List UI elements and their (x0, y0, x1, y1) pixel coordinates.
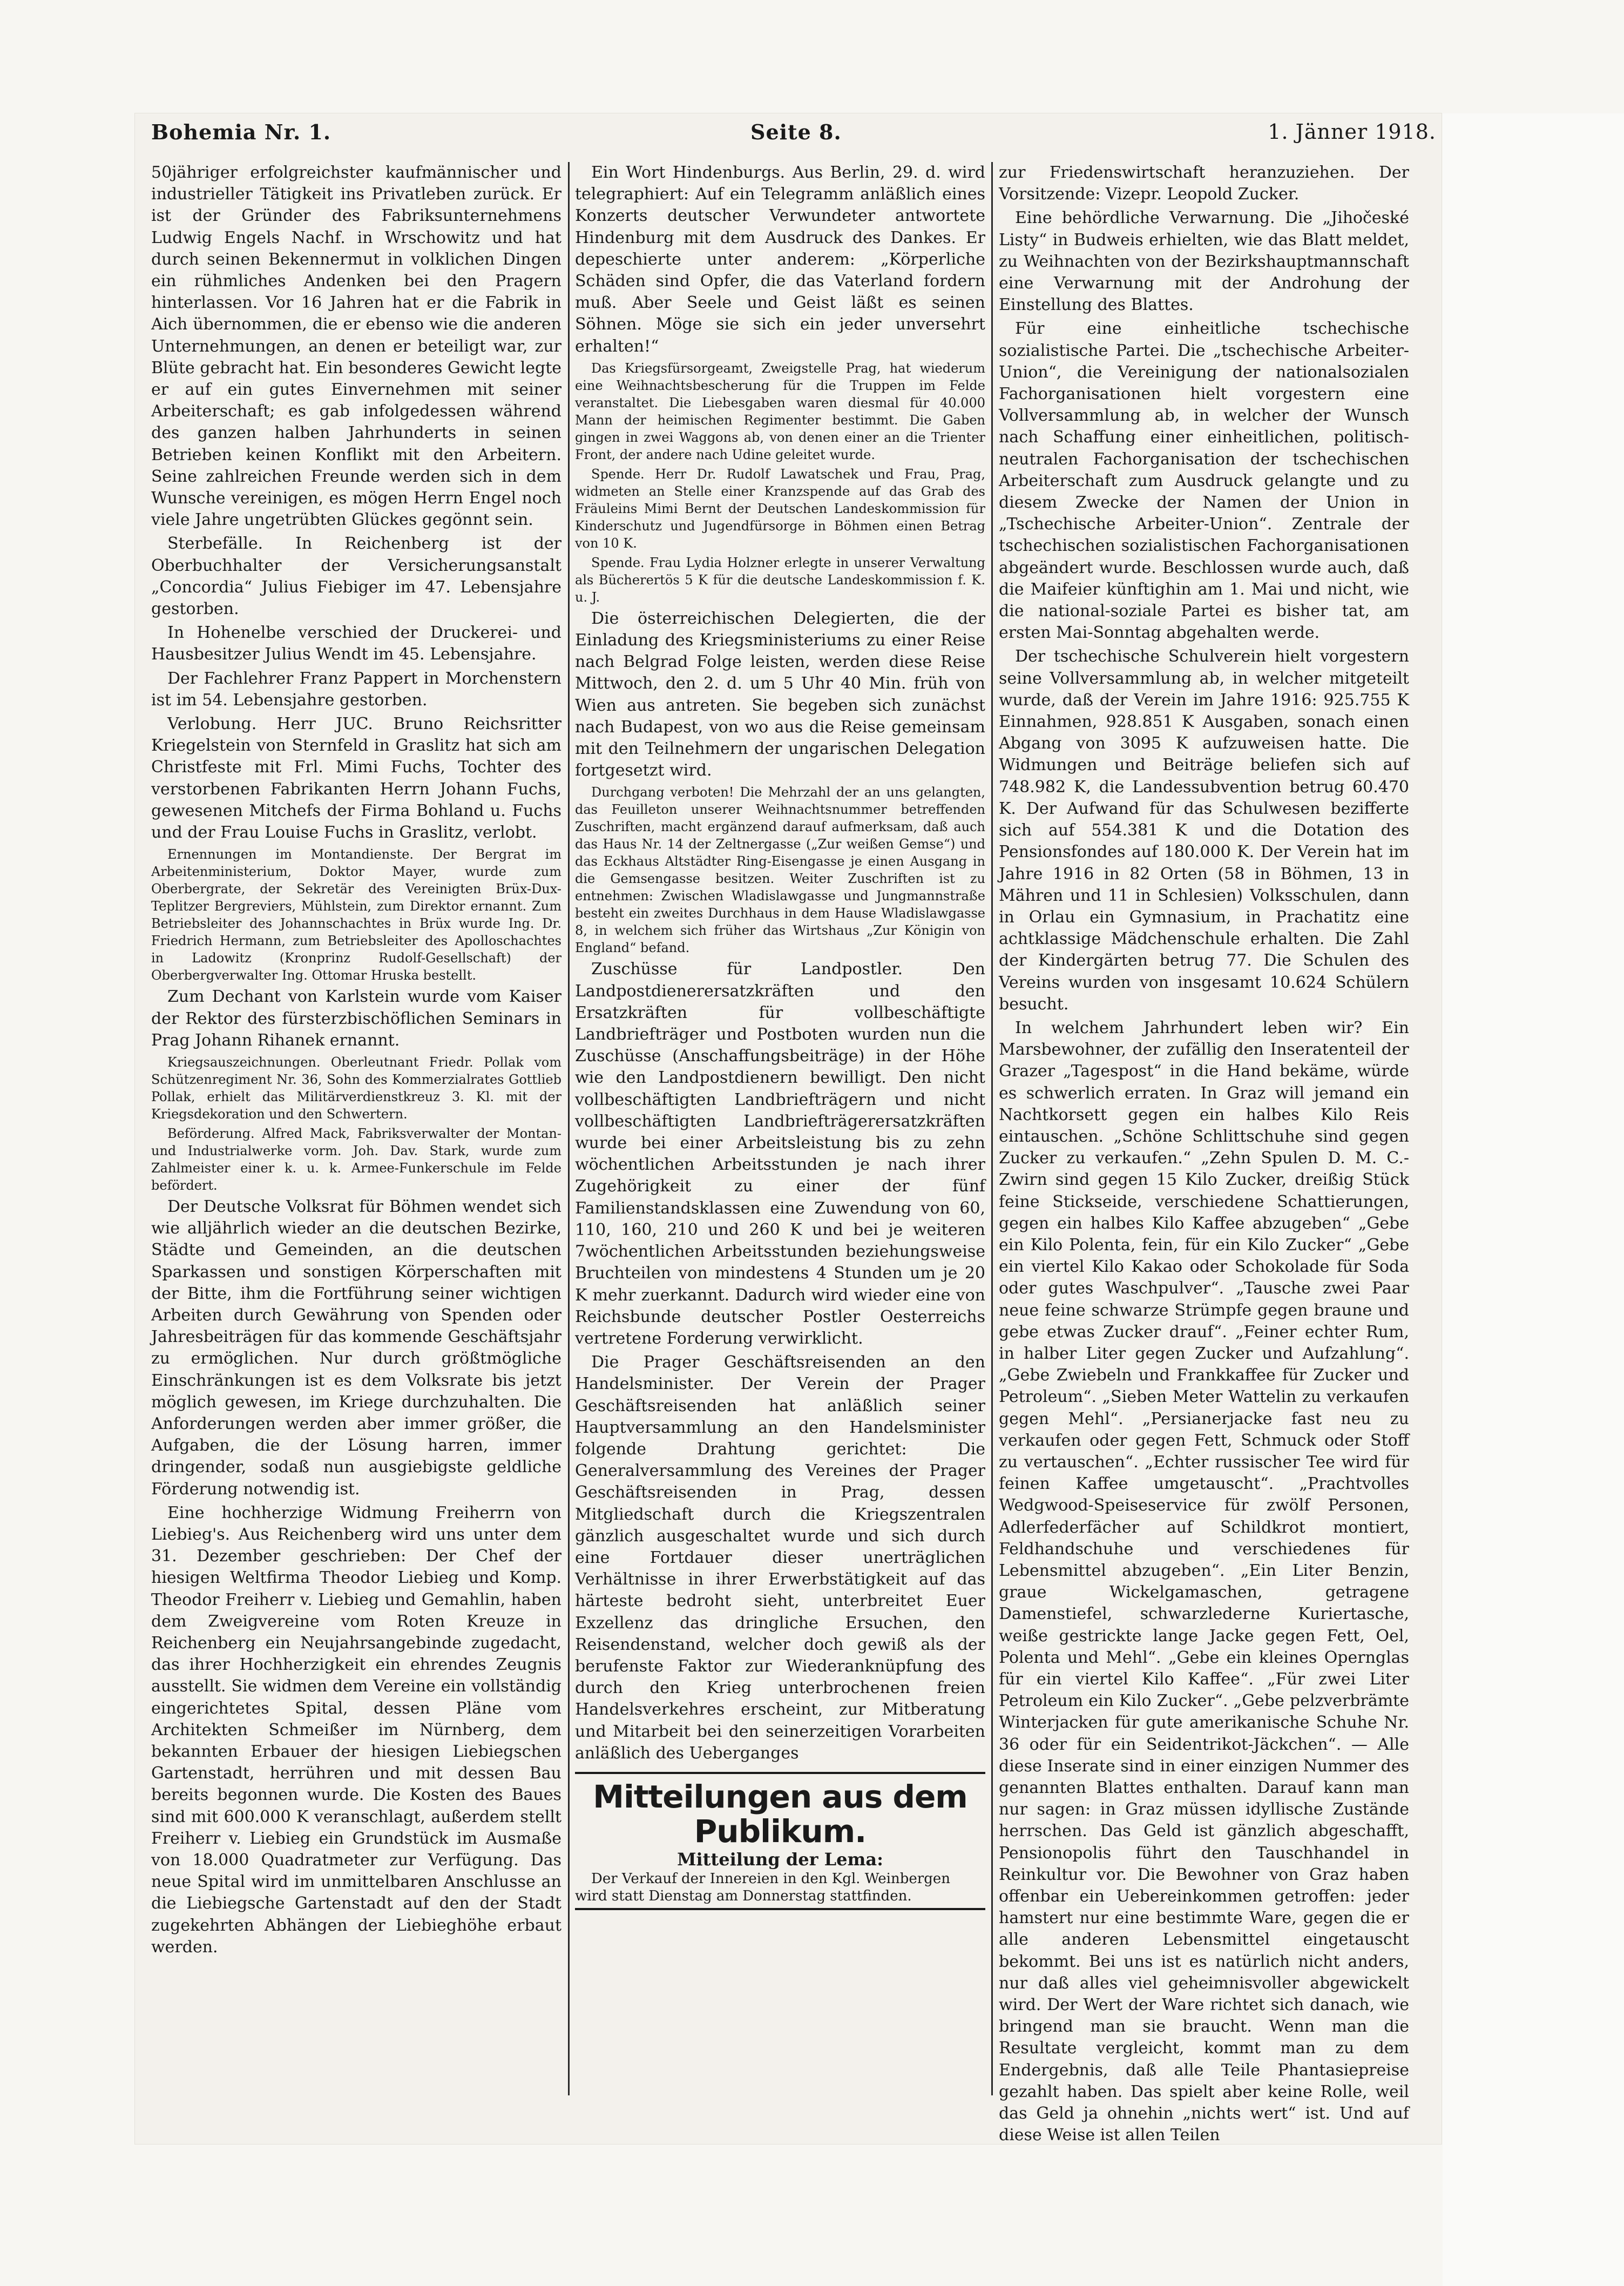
article-paragraph: Der Deutsche Volksrat für Böhmen wendet sich wie alljährlich wieder an die deutschen Bezirke, Städte und Gemeinden, an die deutschen Sparkassen und sonstigen Körperschaften mit der Bitte, ihm die Fortführung seiner wichtigen Arbeiten durch Gewährung von Spenden oder Jahresbeiträgen für das kommende Geschäftsjahr zu ermöglichen. Nur durch größtmögliche Einschränkungen ist es dem Volksrate bis jetzt möglich gewesen, im Kriege durchzuhalten. Die Anforderungen werden aber immer größer, die Aufgaben, die der Lösung harren, immer dringender, sodaß nun ausgiebigste geldliche Förderung notwendig ist. (151, 1197, 561, 1499)
column-3 (999, 162, 1409, 2145)
article-paragraph: Für eine einheitliche tschechische sozialistische Partei. Die „tschechische Arbeiter-Union“, die Vereinigung der nationalsozialen Fachorganisationen hielt vorgestern eine Vollversammlung ab, in welcher der Wunsch nach Schaffung einer einheitlichen, politisch-neutralen Fachorganisation der tschechischen Arbeiterschaft zum Ausdruck gelangte und zu diesem Zwecke der Namen der Union in „Tschechische Arbeiter-Union“. Zentrale der tschechischen sozialistischen Fachorganisationen abgeändert wurde. Beschlossen wurde auch, daß die Maifeier künftighin am 1. Mai und nicht, wie die national-soziale Partei es bisher tat, am ersten Mai-Sonntag abgehalten werde. (999, 319, 1409, 643)
page-header (151, 120, 1436, 158)
column-rule (991, 162, 993, 2095)
article-paragraph: zur Friedenswirtschaft heranzuziehen. Der Vorsitzende: Vizepr. Leopold Zucker. (999, 163, 1409, 204)
article-paragraph: Der tschechische Schulverein hielt vorgestern seine Vollversammlung ab, in welcher mitgeteilt wurde, daß der Verein im Jahre 1916: 925.755 K Einnahmen, 928.851 K Ausgaben, sonach einen Abgang von 3095 K aufzuweisen hatte. Die Widmungen und Beiträge beliefen sich auf 748.982 K, die Landessubvention betrug 60.470 K. Der Aufwand für das Schulwesen bezifferte sich auf 554.381 K und die Dotation des Pensionsfondes auf 180.000 K. Der Verein hat im Jahre 1916 in 82 Orten (58 in Böhmen, 13 in Mähren und 11 in Schlesien) Volksschulen, dann in Orlau ein Gymnasium, in Prachatitz eine achtklassige Mädchenschule erhalten. Die Zahl der Kindergärten betrug 77. Die Schulen des Vereins wurden von insgesamt 10.624 Schülern besucht. (999, 647, 1409, 1014)
column-rule (568, 162, 570, 2095)
article-paragraph: Ernennungen im Montandienste. Der Bergrat im Arbeitenministerium, Doktor Mayer, wurde zum Oberbergrate, der Sekretär des Vereinigten Brüx-Dux-Teplitzer Bergreviers, Mühlstein, zum Direktor ernannt. Zum Betriebsleiter des Johannschachtes in Brüx wurde Ing. Dr. Friedrich Hermann, zum Betriebsleiter des Apolloschachtes in Ladowitz (Kronprinz Rudolf-Gesellschaft) der Oberbergverwalter Ing. Ottomar Hruska bestellt. (151, 847, 561, 983)
notice-text: Der Verkauf der Innereien in den Kgl. Weinbergen wird statt Dienstag am Donnerstag stattfinden. (575, 1870, 950, 1904)
page-number: Seite 8. (750, 120, 842, 144)
scan-margin (1443, 113, 1624, 2286)
article-paragraph: Eine hochherzige Widmung Freiherrn von Liebieg's. Aus Reichenberg wird uns unter dem 31. Dezember geschrieben: Der Chef der hiesigen Weltfirma Theodor Liebieg und Komp. Theodor Freiherr v. Liebieg und Gemahlin, haben dem Zweigvereine vom Roten Kreuze in Reichenberg ein Neujahrsangebinde zugedacht, das ihrer Hochherzigkeit ein ehrendes Zeugnis ausstellt. Sie widmen dem Vereine ein vollständig eingerichtetes Spital, dessen Pläne vom Architekten Schmeißer im Nürnberg, dem bekannten Erbauer der hiesigen Liebiegschen Gartenstadt, herrühren und mit dessen Bau bereits begonnen wurde. Die Kosten des Baues sind mit 600.000 K veranschlagt, außerdem stellt Freiherr v. Liebieg ein Grundstück im Ausmaße von 18.000 Quadratmeter zur Verfügung. Das neue Spital wird im unmittelbaren Anschlusse an die Liebiegsche Gartenstadt auf den der Stadt zugekehrten Abhängen der Liebieghöhe erbaut werden. (151, 1503, 561, 1957)
article-paragraph: Zuschüsse für Landpostler. Den Landpostdienerersatzkräften und den Ersatzkräften für vollbeschäftigte Landbriefträger und Postboten wurden nun die Zuschüsse (Anschaffungsbeiträge) in der Höhe wie den Landpostdienern bewilligt. Den nicht vollbeschäftigten Landbriefträgern und nicht vollbeschäftigten Landbriefträgerersatzkräften wurde bei einer Arbeitsleistung bis zu zehn wöchentlichen Arbeitsstunden je nach ihrer Zugehörigkeit zu einer der fünf Familienstandsklassen eine Zuwendung von 60, 110, 160, 210 und 260 K und bei je weiteren 7wöchentlichen Arbeitsstunden beziehungsweise Bruchteilen von mindestens 4 Stunden um je 20 K mehr zuerkannt. Dadurch wird wieder eine von Reichsbunde deutscher Postler Oesterreichs vertretene Forderung verwirklicht. (575, 960, 985, 1348)
article-paragraph: Die österreichischen Delegierten, die der Einladung des Kriegsministeriums zu einer Reise nach Belgrad Folge leisten, werden diese Reise Mittwoch, den 2. d. um 5 Uhr 40 Min. früh von Wien aus antreten. Sie begeben sich zunächst nach Budapest, von wo aus die Reise gemeinsam mit den Teilnehmern der ungarischen Delegation fortgesetzt wird. (575, 609, 985, 780)
column-2 (575, 162, 985, 2117)
article-paragraph: Spende. Herr Dr. Rudolf Lawatschek und Frau, Prag, widmeten an Stelle einer Kranzspende auf das Grab des Fräuleins Mimi Bernt der Deutschen Landeskommission für Kinderschutz und Jugendfürsorge in Böhmen einen Betrag von 10 K. (575, 466, 985, 551)
notice-subheading: Mitteilung der Lema: (677, 1849, 883, 1870)
article-paragraph: In Hohenelbe verschied der Druckerei- und Hausbesitzer Julius Wendt im 45. Lebensjahre. (151, 623, 561, 664)
article-paragraph: Zum Dechant von Karlstein wurde vom Kaiser der Rektor des fürsterzbischöflichen Seminars in Prag Johann Rihanek ernannt. (151, 987, 561, 1050)
article-paragraph: Das Kriegsfürsorgeamt, Zweigstelle Prag, hat wiederum eine Weihnachtsbescherung für die Truppen im Felde veranstaltet. Die Liebesgaben waren diesmal für 40.000 Mann der heimischen Regimenter bestimmt. Die Gaben gingen in zwei Waggons ab, von denen einer an die Trienter Front, der andere nach Udine geleitet wurde. (575, 360, 985, 462)
public-notice-box (575, 1772, 985, 1910)
notice-heading: Mitteilungen aus dem Publikum. (593, 1778, 967, 1850)
article-paragraph: Die Prager Geschäftsreisenden an den Handelsminister. Der Verein der Prager Geschäftsreisenden hat anläßlich seiner Hauptversammlung an den Handelsminister folgende Drahtung gerichtet: Die Generalversammlung des Vereines der Prager Geschäftsreisenden in Prag, dessen Mitgliedschaft durch die Kriegszentralen gänzlich ausgeschaltet wurde und sich durch eine Fortdauer dieser unerträglichen Verhältnisse in ihrer Erwerbstätigkeit auf das härteste bedroht sieht, unterbreitet Euer Exzellenz das dringliche Ersuchen, den Reisendenstand, welcher doch gewiß als der berufenste Faktor zur Wiederanknüpfung des durch den Krieg unterbrochenen freien Handelsverkehres erscheint, zur Mitberatung und Mitarbeit bei den seinerzeitigen Vorarbeiten anläßlich des Ueberganges (575, 1353, 985, 1763)
article-paragraph: Spende. Frau Lydia Holzner erlegte in unserer Verwaltung als Bücherertös 5 K für die deutsche Landeskommission f. K. u. J. (575, 555, 985, 605)
article-paragraph: Durchgang verboten! Die Mehrzahl der an uns gelangten, das Feuilleton unserer Weihnachtsnummer betreffenden Zuschriften, macht ergänzend darauf aufmerksam, daß auch das Haus Nr. 14 der Zeltnergasse („Zur weißen Gemse“) und das Eckhaus Altstädter Ring-Eisengasse je einen Ausgang in die Gemsengasse besitzen. Weiter Zuschriften ist zu entnehmen: Zwischen Wladislawgasse und Jungmannstraße besteht ein zweites Durchhaus in dem Hause Wladislawgasse 8, in welchem sich früher das Wirtshaus „Zur Königin von England“ befand. (575, 785, 985, 956)
article-paragraph: In welchem Jahrhundert leben wir? Ein Marsbewohner, der zufällig den Inseratenteil der Grazer „Tagespost“ in die Hand bekäme, würde es schwerlich erraten. In Graz will jemand ein Nachtkorsett gegen ein halbes Kilo Reis eintauschen. „Schöne Schlittschuhe sind gegen Zucker zu verkaufen.“ „Zehn Spulen D. M. C.-Zwirn sind gegen 15 Kilo Zucker, dreißig Stück feine Stickseide, verschiedene Schattierungen, gegen ein halbes Kilo Kaffee abzugeben“ „Gebe ein Kilo Polenta, fein, für ein Kilo Zucker“ „Gebe ein viertel Kilo Kakao oder Schokolade für Soda oder gutes Waschpulver“. „Tausche zwei Paar neue feine schwarze Strümpfe gegen braune und gebe etwas Zucker drauf“. „Feiner echter Rum, in halber Liter gegen Zucker und Aufzahlung“. „Gebe Zwiebeln und Frankkaffee für Zucker und Petroleum“. „Sieben Meter Wattelin zu verkaufen gegen Mehl“. „Persianerjacke fast neu zu verkaufen oder gegen Fett, Schmuck oder Stoff zu vertauschen“. „Echter russischer Tee wird für feinen Kaffee umgetauscht“. „Prachtvolles Wedgwood-Speiseservice für zwölf Personen, Adlerfederfächer auf Schildkrot montiert, Feldhandschuhe und verschiedenes für Lebensmittel abzugeben“. „Ein Liter Benzin, graue Wickelgamaschen, getragene Damenstiefel, schwarzlederne Kuriertasche, weiße gestrickte lange Jacke gegen Fett, Oel, Polenta und Mehl“. „Gebe ein kleines Opernglas für ein viertel Kilo Kaffee“. „Für zwei Liter Petroleum ein Kilo Zucker“. „Gebe pelzverbrämte Winterjacken für gute amerikanische Schuhe Nr. 36 oder für ein Seidentrikot-Jäckchen“. — Alle diese Inserate sind in einer einzigen Nummer des genannten Blattes enthalten. Darauf kann man nur sagen: in Graz müssen idyllische Zustände herrschen. Das Geld ist gänzlich abgeschafft, Pensionopolis führt den Tauschhandel in Reinkultur vor. Die Bewohner von Graz haben offenbar ein Uebereinkommen getroffen: jeder hamstert nur eine bestimmte Ware, gegen die er alle anderen Lebensmittel eingetauscht bekommt. Bei uns ist es natürlich nicht anders, nur daß alles viel geheimnisvoller abgewickelt wird. Der Wert der Ware richtet sich danach, wie bringend man sie braucht. Wenn man die Resultate vergleicht, kommt man zu dem Endergebnis, daß alle Teile Phantasiepreise gezahlt haben. Das spielt aber keine Rolle, weil das Geld ja ohnehin „nichts wert“ ist. Und auf diese Weise ist allen Teilen (999, 1018, 1409, 2145)
article-paragraph: Sterbefälle. In Reichenberg ist der Oberbuchhalter der Versicherungsanstalt „Concordia“ Julius Fiebiger im 47. Lebensjahre gestorben. (151, 534, 561, 619)
masthead-issue: Bohemia Nr. 1. (151, 120, 331, 144)
article-paragraph: Kriegsauszeichnungen. Oberleutnant Friedr. Pollak vom Schützenregiment Nr. 36, Sohn des Kommerzialrates Gottlieb Pollak, erhielt das Militärverdienstkreuz 3. Kl. mit der Kriegsdekoration und den Schwertern. (151, 1054, 561, 1122)
article-paragraph: Beförderung. Alfred Mack, Fabriksverwalter der Montan- und Industrialwerke vorm. Joh. Dav. Stark, wurde zum Zahlmeister einer k. u. k. Armee-Funkerschule im Felde befördert. (151, 1125, 561, 1193)
article-paragraph: 50jähriger erfolgreichster kaufmännischer und industrieller Tätigkeit ins Privatleben zurück. Er ist der Gründer des Fabriksunternehmens Ludwig Engels Nachf. in Wrschowitz und hat durch seinen Bekennermut in volklichen Dingen ein rühmliches Andenken bei den Pragern hinterlassen. Vor 16 Jahren hat er die Fabrik in Aich übernommen, die er ebenso wie die anderen Unternehmungen, an denen er beteiligt war, zur Blüte gebracht hat. Ein besonderes Gewicht legte er auf ein gutes Einvernehmen mit seiner Arbeiterschaft; es gab infolgedessen während des ganzen halben Jahrhunderts in seinen Betrieben keinen Konflikt mit den Arbeitern. Seine zahlreichen Freunde werden sich in dem Wunsche vereinigen, es mögen Herrn Engel noch viele Jahre ungetrübten Glückes gegönnt sein. (151, 163, 561, 530)
column-1 (151, 162, 561, 2117)
issue-date: 1. Jänner 1918. (1268, 120, 1436, 144)
article-paragraph: Ein Wort Hindenburgs. Aus Berlin, 29. d. wird telegraphiert: Auf ein Telegramm anläßlich eines Konzerts deutscher Verwundeter antwortete Hindenburg mit dem Ausdruck des Dankes. Er depeschierte unter anderem: „Körperliche Schäden sind Opfer, die das Vaterland fordern muß. Aber Seele und Geist läßt es seinen Söhnen. Möge sie sich ein jeder unversehrt erhalten!“ (575, 163, 985, 356)
article-paragraph: Der Fachlehrer Franz Pappert in Morchenstern ist im 54. Lebensjahre gestorben. (151, 669, 561, 710)
article-paragraph: Eine behördliche Verwarnung. Die „Jihočeské Listy“ in Budweis erhielten, wie das Blatt meldet, zu Weihnachten von der Bezirkshauptmannschaft eine Verwarnung mit der Androhung der Einstellung des Blattes. (999, 208, 1409, 315)
article-paragraph: Verlobung. Herr JUC. Bruno Reichsritter Kriegelstein von Sternfeld in Graslitz hat sich am Christfeste mit Frl. Mimi Fuchs, Tochter des verstorbenen Fabrikanten Herrn Johann Fuchs, gewesenen Mitchefs der Firma Bohland u. Fuchs und der Frau Louise Fuchs in Graslitz, verlobt. (151, 714, 561, 842)
